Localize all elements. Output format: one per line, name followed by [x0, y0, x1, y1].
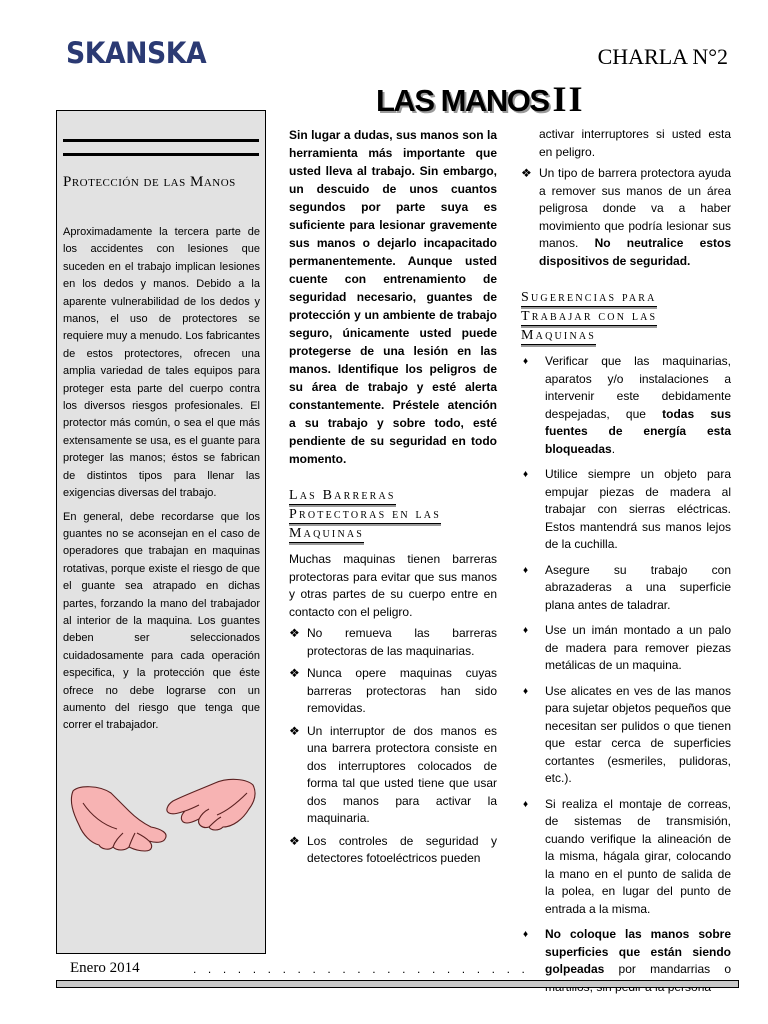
- footer-bar: [56, 980, 739, 988]
- diamond-bullet-icon: ❖: [521, 166, 532, 180]
- diamond-bullet-icon: ❖: [289, 833, 300, 848]
- intro-paragraph: Sin lugar a dudas, sus manos son la herramienta más importante que usted lleva al trabajo. Sin embargo, un descuido de unos cuantos segundos por parte suya es suficiente para lesionar gravemente sus manos o dejarlo incapacitado permanentemente. Aunque usted cuente con entrenamiento de seguridad necesario, guantes de protección y un ambiente de trabajo seguro, únicamente usted puede protegerse de una lesión en las manos. Identifique los peligros de su área de trabajo y esté alerta constantemente. Préstele atención a su trabajo y sobre todo, esté pendiente de su seguridad en todo momento.: [289, 128, 497, 466]
- solid-diamond-icon: ♦: [523, 929, 529, 940]
- page-title: [376, 78, 585, 120]
- tip-item: ♦ Verificar que las maquinarias, aparatos y/o instalaciones a intervenir este debidamente despejadas, que todas sus fuentes de energía esta bloqueadas.: [523, 354, 731, 456]
- solid-diamond-icon: ♦: [523, 625, 529, 636]
- hands-illustration: [69, 771, 257, 861]
- section-heading-sugerencias: Sugerencias para Trabajar con las Maquinas: [521, 290, 658, 343]
- solid-diamond-icon: ♦: [523, 356, 529, 367]
- sidebar-text: [63, 224, 260, 741]
- list-item: ❖ Los controles de seguridad y detectores fotoeléctricos pueden: [289, 833, 497, 865]
- footer-dot-leader: .......................: [193, 962, 537, 976]
- tip-item: ♦ Asegure su trabajo con abrazaderas a una superficie plana antes de taladrar.: [523, 562, 731, 612]
- tip-item: ♦ Use alicates en ves de las manos para sujetar objetos pequeños que necesitan ser pulidos o que tienen que estar cerca de superficies cortantes (esmeriles, pulidoras, etc.).: [523, 683, 731, 785]
- continued-text: activar interruptores si usted esta en peligro.: [539, 127, 731, 159]
- page-footer: [56, 960, 739, 990]
- charla-number: CHARLA N°2: [597, 44, 728, 69]
- sidebar-paragraph: En general, debe recordarse que los guantes no se aconsejan en el caso de operadores que trabajan en maquinas rotativas, porque existe el riesgo de que el guante sea atrapado en dichas partes, forzando la mano del trabajador al interior de la maquina. Los guantes deben ser seleccionados cuidadosamente para cada operación especifica, y la protección que éste ofrece no debe lograrse con un aumento del riesgo que tenga que correr el trabajador.: [63, 510, 260, 732]
- footer-date: Enero 2014: [70, 960, 140, 976]
- tip-item: ♦ Use un imán montado a un palo de madera para remover piezas metálicas de un maquina.: [523, 623, 731, 672]
- sidebar-heading: Protección de las Manos: [63, 174, 236, 190]
- section-heading-barreras: Las Barreras Protectoras en las Maquinas: [289, 488, 441, 541]
- list-item: ❖ Nunca opere maquinas cuyas barreras protectoras han sido removidas.: [289, 666, 497, 715]
- tip-item: ♦ No coloque las manos sobre superficies que están siendo golpeadas por mandarrias o: [523, 927, 731, 976]
- sidebar-rule: [63, 139, 259, 142]
- list-item: ❖ Un tipo de barrera protectora ayuda a remover sus manos de un área peligrosa donde va a haber movimiento que podría lesionar sus manos. No neutralice estos dispositivos de seguridad.: [521, 166, 731, 268]
- middle-column: [289, 126, 497, 873]
- solid-diamond-icon: ♦: [523, 685, 529, 697]
- diamond-bullet-icon: ❖: [289, 666, 300, 680]
- title-number: II: [552, 79, 585, 119]
- solid-diamond-icon: ♦: [523, 798, 529, 810]
- tip-item: ♦ Utilice siempre un objeto para empujar piezas de madera al trabajar con sierras eléctricas. Estos mantendrá sus manos lejos de la cuchilla.: [523, 467, 731, 551]
- sidebar-paragraph: Aproximadamente la tercera parte de los accidentes con lesiones que suceden en el trabajo implican lesiones en los dedos y manos. Debido a la aparente vulnerabilidad de los dedos y manos, el uso de protectores se requiere muy a menudo. Los fabricantes de estos protectores, ofrecen una amplia variedad de tales equipos para proteger esta parte del cuerpo contra los diversos riesgos profesionales. El protector más común, o sea el que más extensamente se usa, es el guante para proteger las manos; éstos se fabrican de distintos tipos para llenar las exigencias diversas del trabajo.: [63, 226, 260, 500]
- section-paragraph: Muchas maquinas tienen barreras protectoras para evitar que sus manos y otras partes de su cuerpo entre en contacto con el peligro.: [289, 552, 497, 619]
- company-logo: SKANSKA: [66, 36, 207, 70]
- sidebar-box: [56, 110, 266, 954]
- solid-diamond-icon: ♦: [523, 469, 529, 480]
- list-item: ❖ Un interruptor de dos manos es una barrera protectora consiste en dos interruptores colocados de forma tal que usted tiene que usar dos manos para activar la maquinaria.: [289, 723, 497, 825]
- sidebar-rule: [63, 153, 259, 156]
- right-column: [521, 126, 731, 1004]
- diamond-bullet-icon: ❖: [289, 626, 300, 640]
- tip-item: ♦ Si realiza el montaje de correas, de sistemas de transmisión, cuando verifique la alineación de la misma, hágala girar, colocando la mano en el punto de salida de la polea, en lugar del punto de entrada a la misma.: [523, 796, 731, 916]
- list-item: ❖ No remueva las barreras protectoras de las maquinarias.: [289, 626, 497, 658]
- diamond-bullet-icon: ❖: [289, 723, 300, 738]
- title-main: LAS MANOS: [376, 83, 549, 118]
- solid-diamond-icon: ♦: [523, 564, 529, 576]
